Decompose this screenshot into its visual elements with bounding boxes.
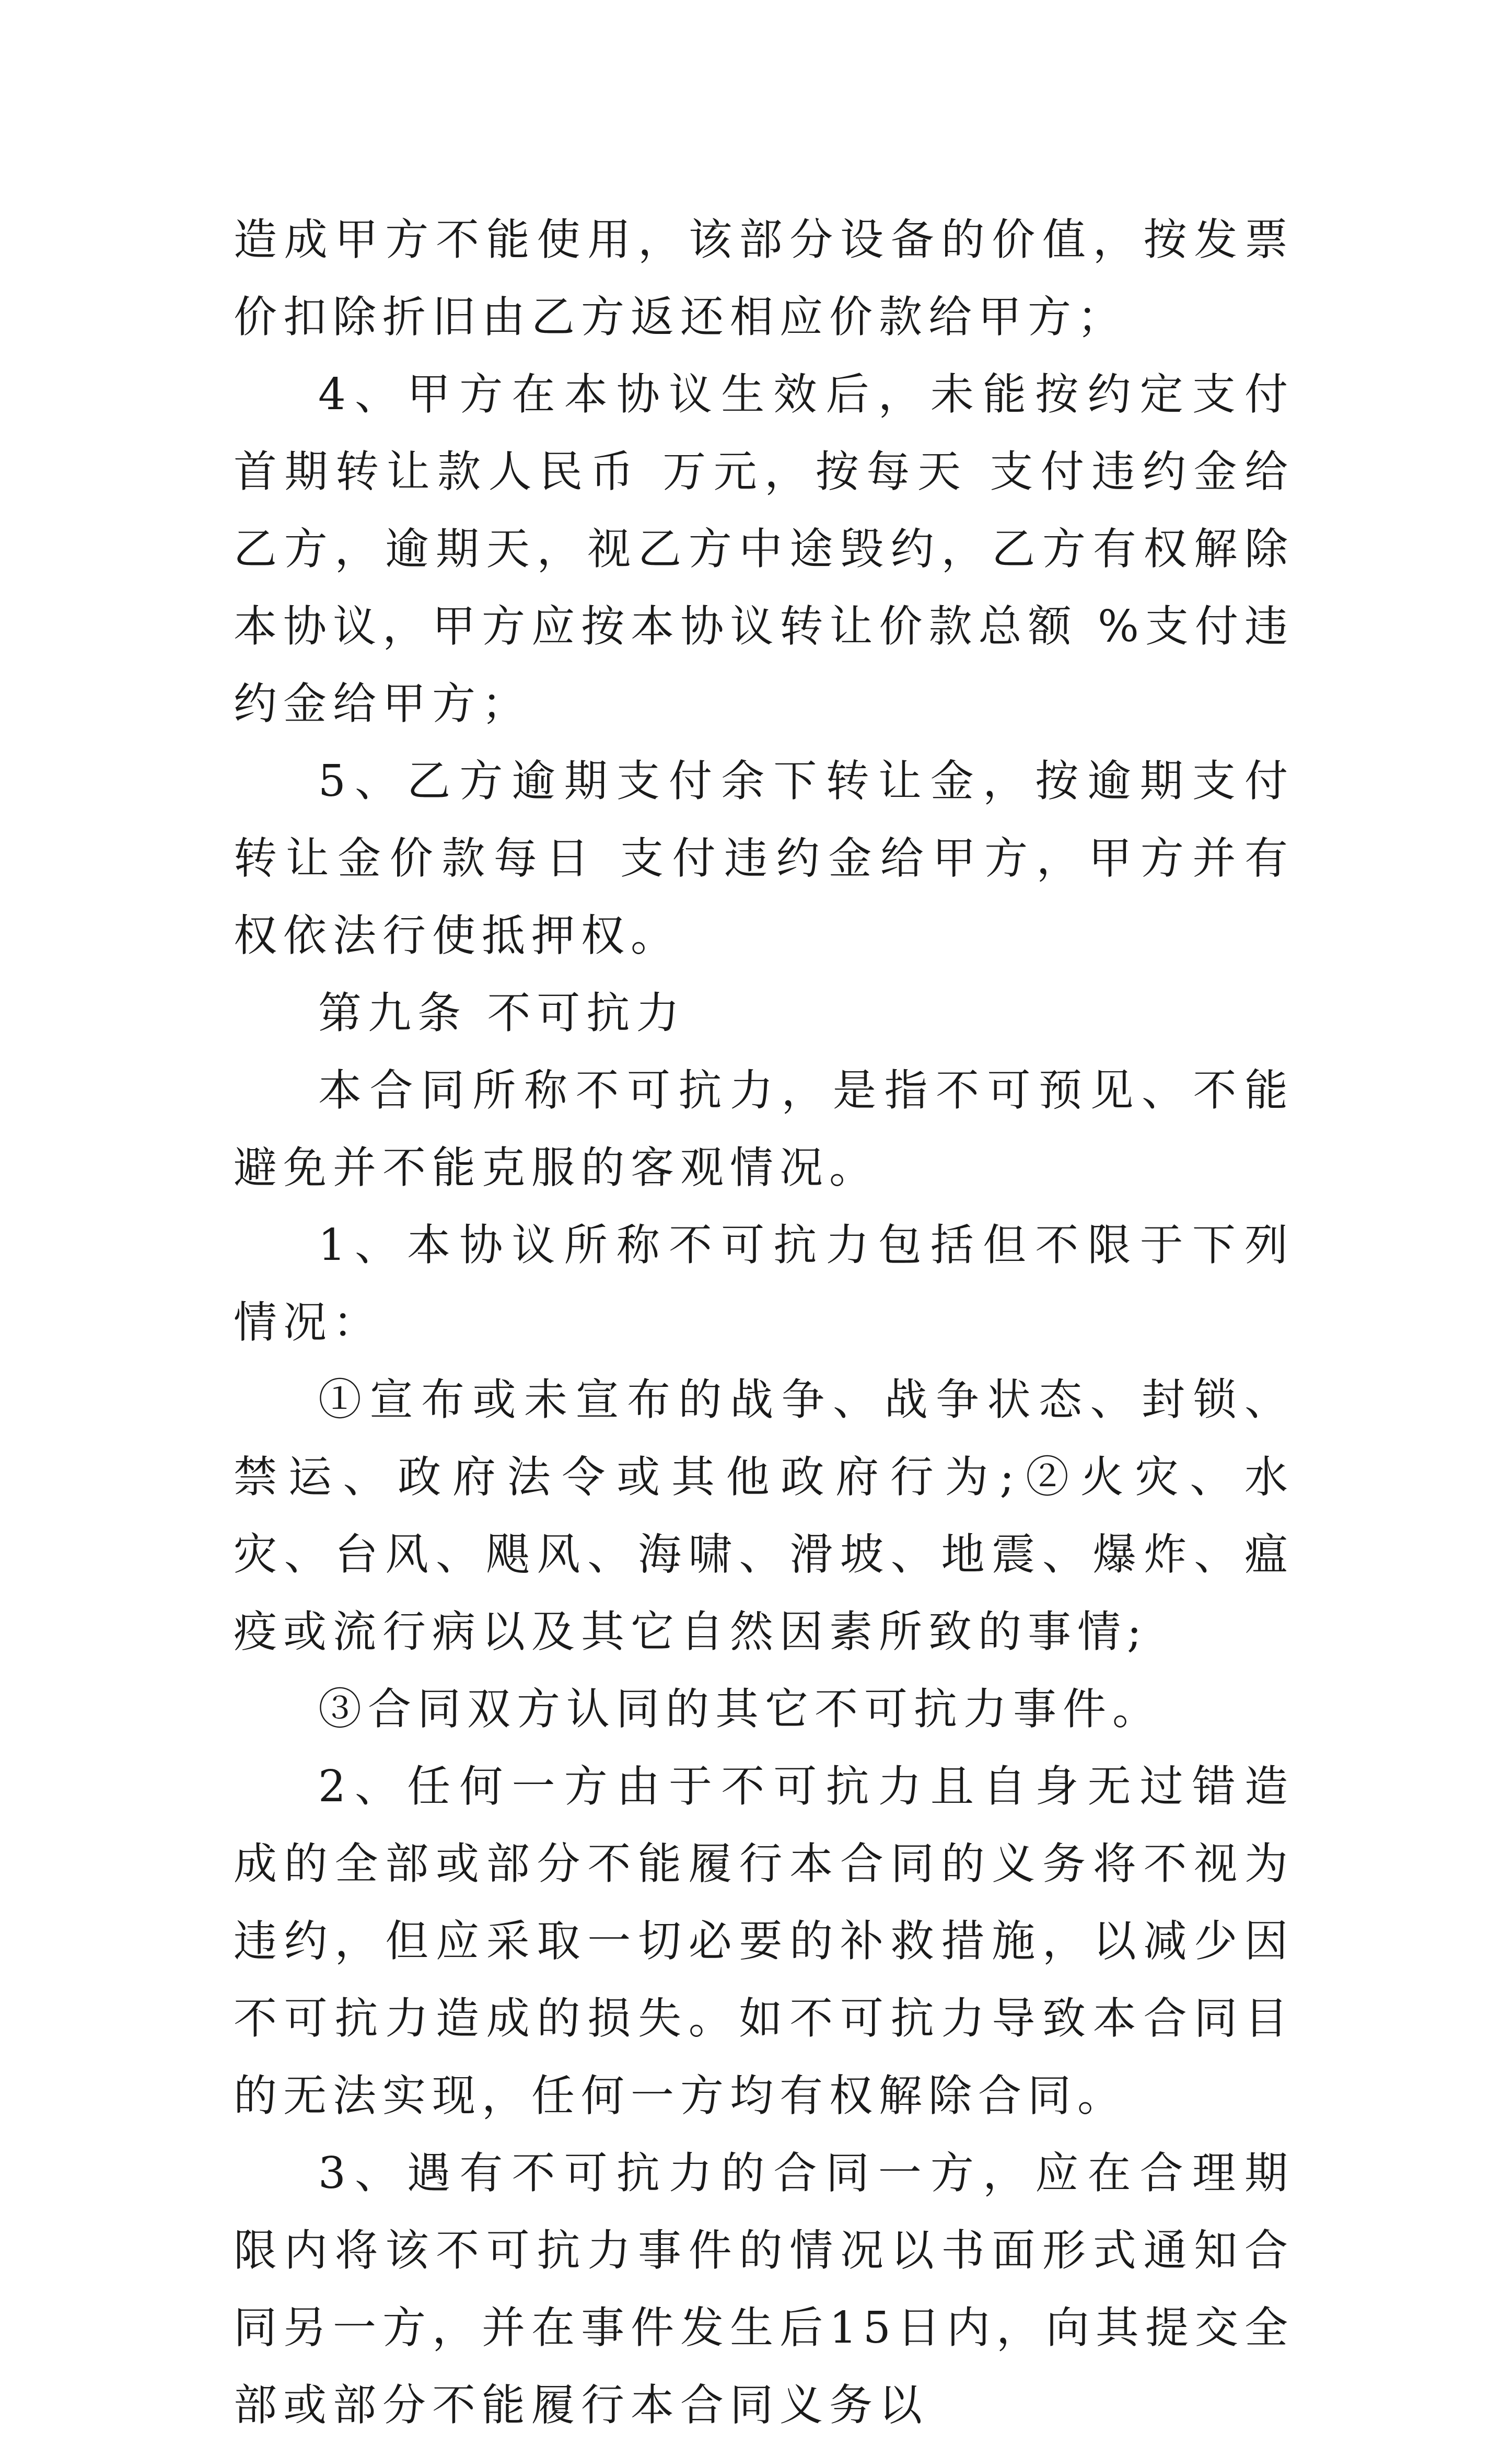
article-heading-9: 第九条 不可抗力 [318,988,686,1038]
paragraph-clause-2: 2、任何一方由于不可抗力且自身无过错造成的全部或部分不能履行本合同的义务将不视为违约，但应采取一切必要的补救措施，以减少因不可抗力造成的损失。如不可抗力导致本合同目的无法实现，任何一方均有权解除合同。 [234,1761,1294,2121]
paragraph-continuation: 造成甲方不能使用，该部分设备的价值，按发票价扣除折旧由乙方返还相应价款给甲方； [234,214,1294,342]
paragraph-clause-5: 5、乙方逾期支付余下转让金，按逾期支付转让金价款每日 支付违约金给甲方，甲方并有权依法行使抵押权。 [234,756,1294,961]
paragraph-clause-4: 4、甲方在本协议生效后，未能按约定支付首期转让款人民币 万元，按每天 支付违约金给乙方，逾期天，视乙方中途毁约，乙方有权解除本协议，甲方应按本协议转让价款总额 %支付违约金给甲方； [234,369,1294,729]
paragraph-force-majeure-definition: 本合同所称不可抗力，是指不可预见、不能避免并不能克服的客观情况。 [234,1065,1294,1193]
paragraph-clause-3: 3、遇有不可抗力的合同一方，应在合理期限内将该不可抗力事件的情况以书面形式通知合同另一方，并在事件发生后15日内，向其提交全部或部分不能履行本合同义务以 [234,2148,1294,2430]
document-body [234,201,1294,2444]
paragraph-list-items: ①宣布或未宣布的战争、战争状态、封锁、禁运、政府法令或其他政府行为;②火灾、水灾、台风、飓风、海啸、滑坡、地震、爆炸、瘟疫或流行病以及其它自然因素所致的事情; [234,1374,1294,1657]
paragraph-clause-1: 1、本协议所称不可抗力包括但不限于下列情况： [234,1220,1294,1348]
paragraph-list-item-3: ③合同双方认同的其它不可抗力事件。 [318,1684,1162,1734]
